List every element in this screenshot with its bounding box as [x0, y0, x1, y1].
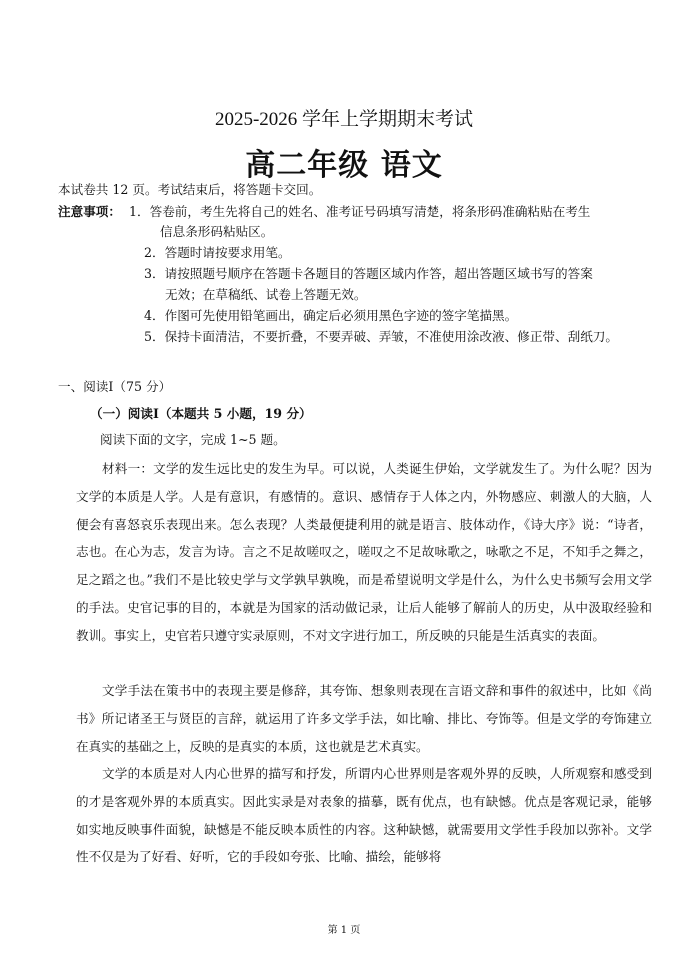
- exam-title: 2025-2026 学年上学期期末考试: [214, 109, 474, 130]
- subject-title: 高二年级 语文: [245, 148, 443, 183]
- passage-paragraph-2: 文学手法在策书中的表现主要是修辞，其夸饰、想象则表现在言语文辞和事件的叙述中，比如《尚书》所记诸圣王与贤臣的言辞，就运用了许多文学手法，如比喻、排比、夸饰等。但是文学的夸饰建立在真实的基础之上，反映的是真实的本质，这也就是艺术真实。: [76, 683, 652, 754]
- notice-item-1-cont: 信息条形码粘贴区。: [160, 224, 274, 239]
- notice-item-4: 4．作图可先使用铅笔画出，确定后必须用黑色字迹的签字笔描黑。: [144, 308, 518, 323]
- instruction: 阅读下面的文字，完成 1~5 题。: [100, 432, 286, 447]
- pages-note: 本试卷共 12 页。考试结束后，将答题卡交回。: [58, 182, 322, 197]
- section-heading: 一、阅读Ⅰ（75 分）: [58, 379, 172, 394]
- notice-label: 注意事项：: [58, 204, 121, 219]
- notice-item-1: 1．答卷前，考生先将自己的姓名、准考证号码填写清楚，将条形码准确粘贴在考生: [129, 204, 591, 219]
- passage-paragraph-3: 文学的本质是对人内心世界的描写和抒发，所谓内心世界则是客观外界的反映，人所观察和感受到的才是客观外界的本质真实。因此实录是对表象的描摹，既有优点，也有缺憾。优点是客观记录，能够如实地反映事件面貌，缺憾是不能反映本质性的内容。这种缺憾，就需要用文学性手段加以弥补。文学性不仅是为了好看、好听，它的手段如夸张、比喻、描绘，能够将: [76, 766, 652, 865]
- section-sub-heading: （一）阅读Ⅰ（本题共 5 小题，19 分）: [90, 406, 312, 421]
- page-number: 第 1 页: [327, 925, 361, 936]
- notice-item-3: 3．请按照题号顺序在答题卡各题目的答题区域内作答，超出答题区域书写的答案: [144, 266, 593, 281]
- notice-item-2: 2．答题时请按要求用笔。: [144, 245, 291, 260]
- passage-paragraph-1: 材料一：文学的发生远比史的发生为早。可以说，人类诞生伊始，文学就发生了。为什么呢？因为文学的本质是人学。人是有意识，有感情的。意识、感情存于人体之内，外物感应、刺激人的大脑，人便会有喜怒哀乐表现出来。怎么表现？人类最便捷利用的就是语言、肢体动作，《诗大序》说：“诗者，志也。在心为志，发言为诗。言之不足故嗟叹之，嗟叹之不足故咏歌之，咏歌之不足，不知手之舞之，足之蹈之也。”我们不是比较史学与文学孰早孰晚，而是希望说明文学是什么，为什么史书频写会用文学的手法。史官记事的目的，本就是为国家的活动做记录，让后人能够了解前人的历史，从中汲取经验和教训。事实上，史官若只遵守实录原则，不对文字进行加工，所反映的只能是生活真实的表面。: [76, 461, 652, 643]
- notice-item-5: 5．保持卡面清洁，不要折叠，不要弄破、弄皱，不准使用涂改液、修正带、刮纸刀。: [144, 329, 618, 344]
- notice-item-3-cont: 无效；在草稿纸、试卷上答题无效。: [165, 287, 367, 302]
